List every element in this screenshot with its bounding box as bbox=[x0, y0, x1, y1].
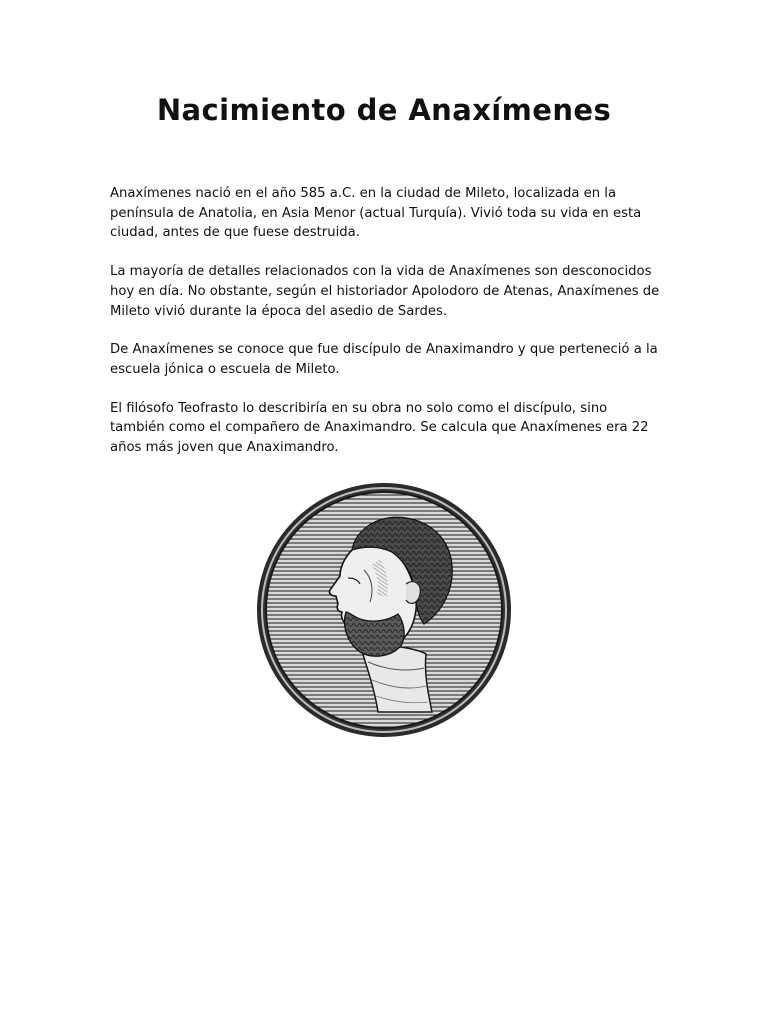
paragraph-birth: Anaxímenes nació en el año 585 a.C. en la ciudad de Mileto, localizada en la península de Anatolia, en Asia Menor (actual Turquía). Vivió toda su vida en esta ciudad, antes de que fuese destruida. bbox=[110, 186, 642, 241]
page-title: Nacimiento de Anaxímenes bbox=[156, 93, 612, 127]
paragraph-theophrastus: El filósofo Teofrasto lo describiría en su obra no solo como el discípulo, sino también como el compañero de Anaximandro. Se calcula que Anaxímenes era 22 años más joven que Anaximandro. bbox=[110, 400, 649, 456]
document-body bbox=[110, 184, 662, 477]
paragraph-discipleship: De Anaxímenes se conoce que fue discípulo de Anaximandro y que perteneció a la escuela jónica o escuela de Mileto. bbox=[110, 342, 658, 377]
anaximenes-portrait-medallion bbox=[256, 466, 512, 752]
paragraph-life-details: La mayoría de detalles relacionados con la vida de Anaxímenes son desconocidos hoy en día. No obstante, según el historiador Apolodoro de Atenas, Anaxímenes de Mileto vivió durante la época del asedio de Sardes. bbox=[110, 264, 660, 319]
